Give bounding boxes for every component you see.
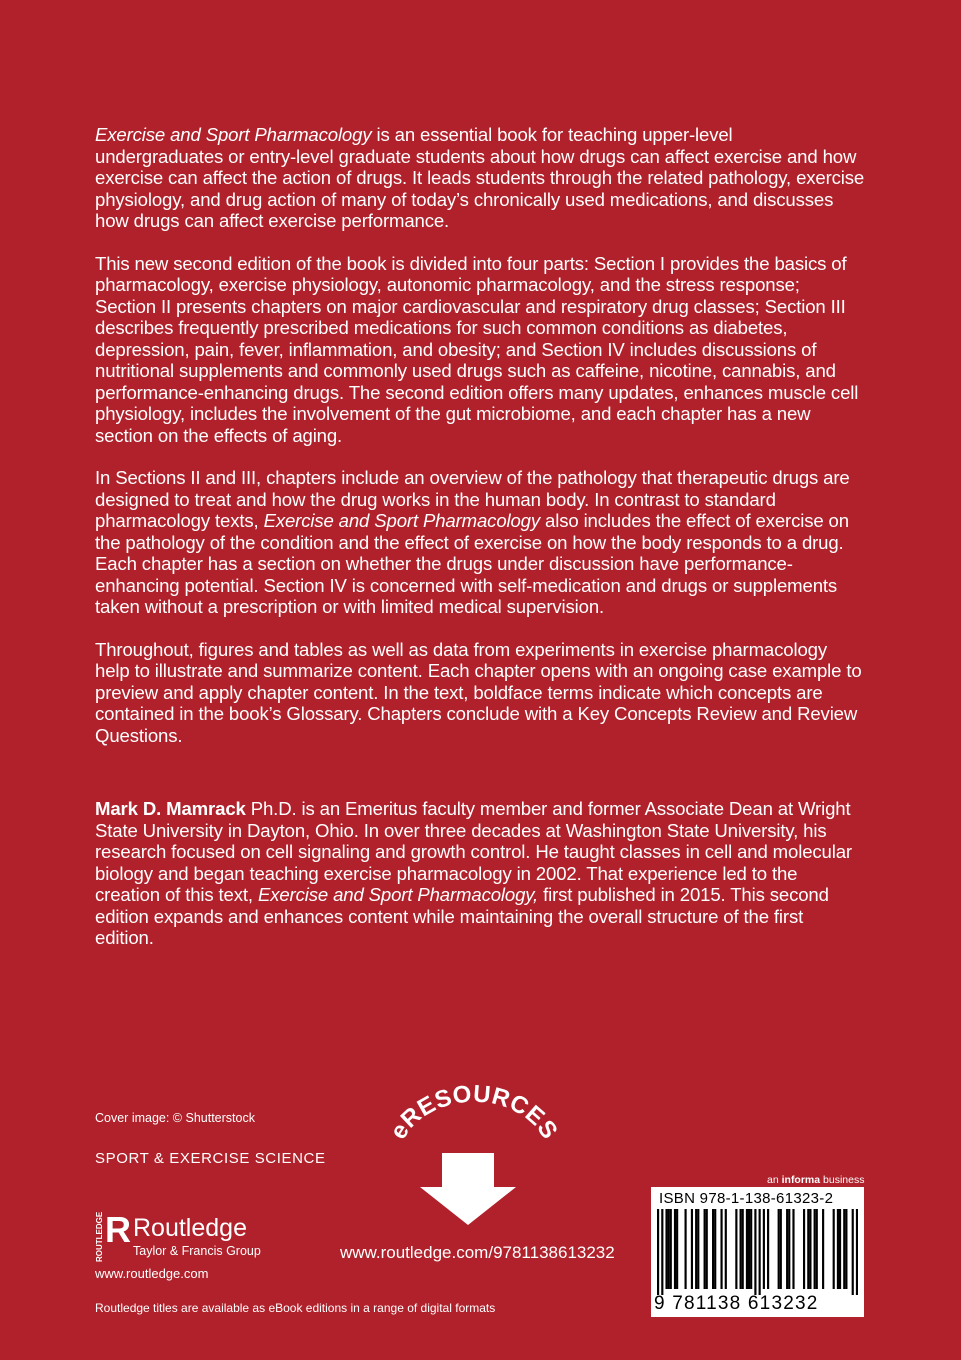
- barcode-bar: [670, 1209, 672, 1289]
- barcode-bar: [661, 1209, 663, 1295]
- svg-text:eRESOURCES: [385, 1085, 563, 1144]
- cover-image-credit: Cover image: © Shutterstock: [95, 1111, 255, 1125]
- series-label: SPORT & EXERCISE SCIENCE: [95, 1150, 326, 1167]
- ebook-note: Routledge titles are available as eBook editions in a range of digital formats: [95, 1301, 496, 1315]
- barcode-bar: [843, 1209, 845, 1289]
- barcode-bar: [742, 1209, 744, 1289]
- barcode-bar: [746, 1209, 748, 1289]
- barcode-bar: [837, 1209, 839, 1289]
- informa-brand: informa: [781, 1174, 821, 1186]
- back-cover-description: [95, 124, 865, 970]
- barcode-digits: 9 781138 613232: [654, 1293, 819, 1314]
- barcode-bar: [735, 1209, 737, 1289]
- barcode-bar: [780, 1209, 782, 1289]
- author-name: Mark D. Mamrack: [95, 798, 246, 819]
- routledge-mark-icon: [95, 1209, 131, 1262]
- barcode-bar: [807, 1209, 809, 1289]
- book-title-italic: Exercise and Sport Pharmacology: [263, 510, 541, 531]
- barcode-bar: [685, 1209, 687, 1289]
- barcode-bar: [697, 1209, 699, 1289]
- eresources-label: eRESOURCES: [384, 1085, 563, 1145]
- barcode-bar: [809, 1209, 811, 1289]
- download-arrow-icon: [420, 1153, 516, 1225]
- informa-prefix: an: [767, 1174, 782, 1186]
- eresources-badge: [380, 1085, 570, 1245]
- barcode-bar: [754, 1209, 756, 1295]
- barcode-bar: [814, 1209, 816, 1289]
- barcode-bar: [714, 1209, 716, 1289]
- barcode-bar: [725, 1209, 727, 1289]
- barcode-bar: [822, 1209, 824, 1289]
- barcode-bar: [706, 1209, 708, 1289]
- description-paragraph-3: [95, 467, 865, 618]
- description-text: also includes the effect of exercise on the pathology of the condition and the effect of exercise on how the body responds to a drug. Each chapter has a section on whether the drugs under discussion have performance-enhancing potential. Section IV is concerned with self-medication and drugs or supplements taken without a prescription or with limited medical supervision.: [95, 510, 849, 617]
- routledge-r-icon: R: [105, 1209, 131, 1250]
- description-paragraph-2: This new second edition of the book is divided into four parts: Section I provides the basics of pharmacology, exercise physiology, autonomic pharmacology, and the stress response; Section II presents chapters on major cardiovascular and respiratory drug classes; Section III describes frequently prescribed medications for such common conditions as diabetes, depression, pain, fever, inflammation, and obesity; and Section IV includes discussions of nutritional supplements and commonly used drugs such as caffeine, nicotine, cannabis, and performance-enhancing drugs. The second edition offers many updates, enhances muscle cell physiology, includes the involvement of the gut microbiome, and each chapter has a new section on the effects of aging.: [95, 252, 859, 446]
- barcode-bar: [676, 1209, 678, 1289]
- barcode-bar: [792, 1209, 794, 1289]
- barcode-bar: [856, 1209, 858, 1295]
- barcode-bar: [748, 1209, 750, 1289]
- author-bio-text: Ph.D. is an Emeritus faculty member and former Associate Dean at Wright State University in Dayton, Ohio. In over three decades at Washington State University, his research focused on cell signaling and growth control. He taught classes in cell and molecular biology and began teaching exercise pharmacology in 2002. That experience led to the creation of this text,: [95, 798, 852, 905]
- barcode-bar: [778, 1209, 780, 1289]
- barcode-bar: [803, 1209, 805, 1289]
- barcode-bar: [665, 1209, 667, 1289]
- barcode-bar: [657, 1209, 659, 1295]
- publisher-group: Taylor & Francis Group: [133, 1244, 261, 1258]
- publisher-mark-text: ROUTLEDGE: [95, 1211, 104, 1262]
- description-paragraph-4: Throughout, figures and tables as well as data from experiments in exercise pharmacology help to illustrate and summarize content. Each chapter opens with an ongoing case example to preview and apply chapter content. In the text, boldface terms indicate which concepts are contained in the book’s Glossary. Chapters conclude with a Key Concepts Review and Review Questions.: [95, 638, 862, 746]
- isbn-label: ISBN 978-1-138-61323-2: [659, 1190, 834, 1207]
- barcode-bar: [720, 1209, 722, 1289]
- barcode-bars: [657, 1209, 858, 1295]
- informa-tagline: [767, 1174, 864, 1186]
- barcode-bar: [695, 1209, 697, 1289]
- barcode-bar: [839, 1209, 841, 1289]
- barcode-bar: [674, 1209, 676, 1289]
- description-paragraph-1: [95, 124, 865, 232]
- barcode-bar: [750, 1209, 752, 1289]
- author-bio-text: first published in 2015. This second edition expands and enhances content while maintaining the overall structure of the first edition.: [95, 884, 829, 948]
- description-text: In Sections II and III, chapters include an overview of the pathology that therapeutic drugs are designed to treat and how the drug works in the human body. In contrast to standard pharmacology texts,: [95, 467, 850, 531]
- book-title-italic: Exercise and Sport Pharmacology,: [257, 884, 539, 905]
- barcode-bar: [763, 1209, 765, 1289]
- barcode-bar: [767, 1209, 769, 1289]
- barcode-bar: [786, 1209, 788, 1289]
- barcode-bar: [691, 1209, 693, 1289]
- author-bio: [95, 798, 865, 949]
- publisher-name: Routledge: [133, 1214, 247, 1242]
- barcode-bar: [788, 1209, 790, 1289]
- barcode-bar: [704, 1209, 706, 1289]
- barcode-bar: [816, 1209, 818, 1289]
- barcode-bar: [740, 1209, 742, 1289]
- barcode-bar: [833, 1209, 835, 1289]
- book-title-italic: Exercise and Sport Pharmacology: [95, 124, 372, 145]
- barcode-bar: [759, 1209, 761, 1295]
- barcode-bar: [668, 1209, 670, 1289]
- barcode-bar: [712, 1209, 714, 1289]
- informa-suffix: business: [820, 1174, 865, 1186]
- eresources-url[interactable]: www.routledge.com/9781138613232: [340, 1243, 615, 1262]
- publisher-url[interactable]: www.routledge.com: [95, 1266, 209, 1281]
- barcode-bar: [845, 1209, 847, 1289]
- isbn-barcode: [651, 1187, 864, 1317]
- description-text: is an essential book for teaching upper-level undergraduates or entry-level graduate students about how drugs can affect exercise and how exercise can affect the action of drugs. It leads students through the related pathology, exercise physiology, and drug action of many of today’s chronically used medications, and discusses how drugs can affect exercise performance.: [95, 124, 865, 231]
- barcode-bar: [852, 1209, 854, 1295]
